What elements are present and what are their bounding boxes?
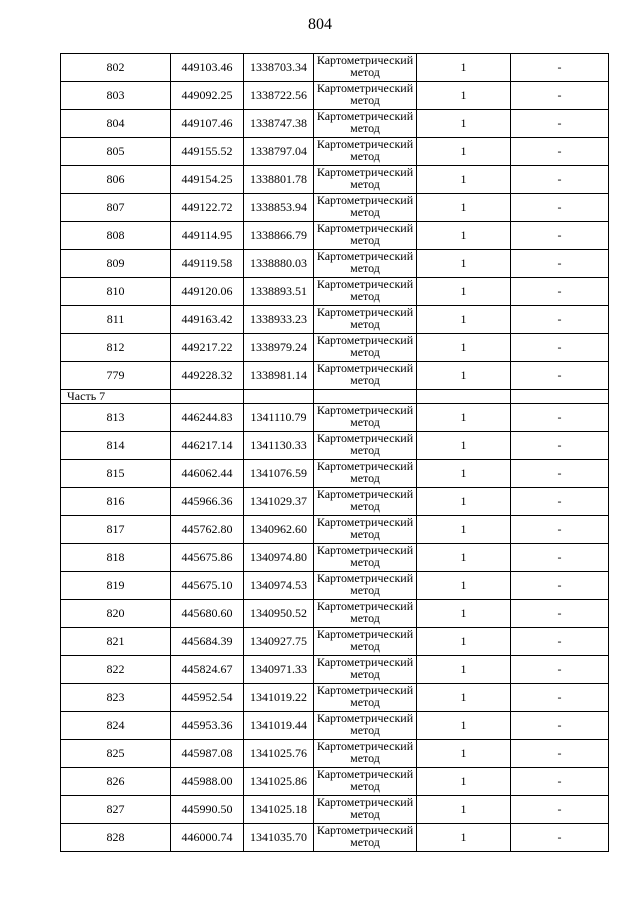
- method-text-line-1: Картометрический: [316, 193, 414, 207]
- note-cell: -: [511, 824, 609, 852]
- point-number-cell: 810: [61, 278, 171, 306]
- method-text-line-2: метод: [350, 666, 380, 681]
- accuracy-cell: 1: [417, 796, 511, 824]
- point-number-cell: 818: [61, 544, 171, 572]
- accuracy-cell: 1: [417, 166, 511, 194]
- accuracy-cell: 1: [417, 516, 511, 544]
- note-cell: -: [511, 488, 609, 516]
- method-text-line-2: метод: [350, 204, 380, 219]
- accuracy-cell: 1: [417, 656, 511, 684]
- point-number-cell: 821: [61, 628, 171, 656]
- accuracy-cell: 1: [417, 250, 511, 278]
- x-coordinate-cell: 449092.25: [171, 82, 244, 110]
- method-cell: [314, 82, 417, 110]
- x-coordinate-cell: 445988.00: [171, 768, 244, 796]
- accuracy-cell: 1: [417, 334, 511, 362]
- point-number-cell: 823: [61, 684, 171, 712]
- x-coordinate-cell: 445675.86: [171, 544, 244, 572]
- method-text-line-2: метод: [350, 120, 380, 135]
- empty-cell: [511, 390, 609, 404]
- method-cell: [314, 222, 417, 250]
- method-cell: [314, 250, 417, 278]
- accuracy-cell: 1: [417, 222, 511, 250]
- y-coordinate-cell: 1341019.22: [244, 684, 314, 712]
- x-coordinate-cell: 449114.95: [171, 222, 244, 250]
- y-coordinate-cell: 1340974.80: [244, 544, 314, 572]
- x-coordinate-cell: 449103.46: [171, 54, 244, 82]
- table-row: [61, 824, 609, 852]
- method-cell: [314, 600, 417, 628]
- y-coordinate-cell: 1338853.94: [244, 194, 314, 222]
- y-coordinate-cell: 1338880.03: [244, 250, 314, 278]
- coordinates-table: [60, 53, 609, 852]
- table-row: [61, 138, 609, 166]
- note-cell: -: [511, 404, 609, 432]
- y-coordinate-cell: 1338722.56: [244, 82, 314, 110]
- point-number-cell: 814: [61, 432, 171, 460]
- empty-cell: [244, 390, 314, 404]
- point-number-cell: 825: [61, 740, 171, 768]
- table-row: [61, 222, 609, 250]
- method-text-line-1: Картометрический: [316, 739, 414, 753]
- method-text-line-1: Картометрический: [316, 515, 414, 529]
- method-text-line-1: Картометрический: [316, 361, 414, 375]
- accuracy-cell: 1: [417, 768, 511, 796]
- table-row: [61, 460, 609, 488]
- method-cell: [314, 194, 417, 222]
- y-coordinate-cell: 1340927.75: [244, 628, 314, 656]
- note-cell: -: [511, 362, 609, 390]
- y-coordinate-cell: 1338866.79: [244, 222, 314, 250]
- note-cell: -: [511, 600, 609, 628]
- accuracy-cell: 1: [417, 740, 511, 768]
- point-number-cell: 826: [61, 768, 171, 796]
- y-coordinate-cell: 1341025.18: [244, 796, 314, 824]
- y-coordinate-cell: 1338933.23: [244, 306, 314, 334]
- point-number-cell: 819: [61, 572, 171, 600]
- accuracy-cell: 1: [417, 432, 511, 460]
- method-text-line-1: Картометрический: [316, 333, 414, 347]
- method-text-line-2: метод: [350, 778, 380, 793]
- point-number-cell: 804: [61, 110, 171, 138]
- method-text-line-2: метод: [350, 722, 380, 737]
- point-number-cell: 820: [61, 600, 171, 628]
- y-coordinate-cell: 1341130.33: [244, 432, 314, 460]
- method-text-line-2: метод: [350, 442, 380, 457]
- method-cell: [314, 460, 417, 488]
- table-row: [61, 572, 609, 600]
- table-row: [61, 684, 609, 712]
- y-coordinate-cell: 1341035.70: [244, 824, 314, 852]
- accuracy-cell: 1: [417, 544, 511, 572]
- method-text-line-1: Картометрический: [316, 165, 414, 179]
- point-number-cell: 808: [61, 222, 171, 250]
- x-coordinate-cell: 445952.54: [171, 684, 244, 712]
- accuracy-cell: 1: [417, 488, 511, 516]
- empty-cell: [171, 390, 244, 404]
- method-text-line-1: Картометрический: [316, 221, 414, 235]
- accuracy-cell: 1: [417, 600, 511, 628]
- point-number-cell: 779: [61, 362, 171, 390]
- y-coordinate-cell: 1340950.52: [244, 600, 314, 628]
- coordinates-table-part-1: [61, 54, 609, 390]
- note-cell: -: [511, 306, 609, 334]
- method-text-line-1: Картометрический: [316, 711, 414, 725]
- accuracy-cell: 1: [417, 404, 511, 432]
- x-coordinate-cell: 449155.52: [171, 138, 244, 166]
- note-cell: -: [511, 278, 609, 306]
- method-text-line-2: метод: [350, 610, 380, 625]
- method-cell: [314, 740, 417, 768]
- method-text-line-2: метод: [350, 470, 380, 485]
- method-text-line-2: метод: [350, 232, 380, 247]
- x-coordinate-cell: 446000.74: [171, 824, 244, 852]
- method-text-line-1: Картометрический: [316, 249, 414, 263]
- x-coordinate-cell: 445762.80: [171, 516, 244, 544]
- accuracy-cell: 1: [417, 712, 511, 740]
- empty-cell: [314, 390, 417, 404]
- empty-cell: [417, 390, 511, 404]
- method-cell: [314, 306, 417, 334]
- y-coordinate-cell: 1340971.33: [244, 656, 314, 684]
- note-cell: -: [511, 656, 609, 684]
- method-text-line-2: метод: [350, 582, 380, 597]
- method-text-line-1: Картометрический: [316, 277, 414, 291]
- method-cell: [314, 166, 417, 194]
- method-cell: [314, 544, 417, 572]
- method-text-line-2: метод: [350, 260, 380, 275]
- point-number-cell: 828: [61, 824, 171, 852]
- table-row: [61, 432, 609, 460]
- point-number-cell: 802: [61, 54, 171, 82]
- note-cell: -: [511, 544, 609, 572]
- point-number-cell: 815: [61, 460, 171, 488]
- method-cell: [314, 768, 417, 796]
- x-coordinate-cell: 449122.72: [171, 194, 244, 222]
- table-row: [61, 628, 609, 656]
- table-row: [61, 82, 609, 110]
- table-row: [61, 334, 609, 362]
- x-coordinate-cell: 449120.06: [171, 278, 244, 306]
- table-row: [61, 600, 609, 628]
- accuracy-cell: 1: [417, 628, 511, 656]
- table-row: [61, 362, 609, 390]
- y-coordinate-cell: 1341025.86: [244, 768, 314, 796]
- note-cell: -: [511, 796, 609, 824]
- note-cell: -: [511, 768, 609, 796]
- method-cell: [314, 824, 417, 852]
- y-coordinate-cell: 1341076.59: [244, 460, 314, 488]
- point-number-cell: 807: [61, 194, 171, 222]
- accuracy-cell: 1: [417, 306, 511, 334]
- y-coordinate-cell: 1340974.53: [244, 572, 314, 600]
- accuracy-cell: 1: [417, 194, 511, 222]
- method-text-line-1: Картометрический: [316, 543, 414, 557]
- x-coordinate-cell: 445680.60: [171, 600, 244, 628]
- note-cell: -: [511, 334, 609, 362]
- method-cell: [314, 278, 417, 306]
- accuracy-cell: 1: [417, 824, 511, 852]
- note-cell: -: [511, 572, 609, 600]
- note-cell: -: [511, 54, 609, 82]
- table-row: [61, 278, 609, 306]
- x-coordinate-cell: 445990.50: [171, 796, 244, 824]
- method-cell: [314, 516, 417, 544]
- method-cell: [314, 628, 417, 656]
- x-coordinate-cell: 446217.14: [171, 432, 244, 460]
- method-text-line-2: метод: [350, 316, 380, 331]
- method-cell: [314, 684, 417, 712]
- note-cell: -: [511, 516, 609, 544]
- accuracy-cell: 1: [417, 362, 511, 390]
- y-coordinate-cell: 1338703.34: [244, 54, 314, 82]
- table-row: [61, 250, 609, 278]
- method-text-line-2: метод: [350, 414, 380, 429]
- method-text-line-1: Картометрический: [316, 795, 414, 809]
- table-row: [61, 404, 609, 432]
- method-cell: [314, 110, 417, 138]
- method-text-line-2: метод: [350, 638, 380, 653]
- point-number-cell: 824: [61, 712, 171, 740]
- method-cell: [314, 796, 417, 824]
- x-coordinate-cell: 449217.22: [171, 334, 244, 362]
- table-row: [61, 54, 609, 82]
- section-label: Часть 7: [61, 390, 171, 404]
- page-number: 804: [308, 16, 332, 33]
- point-number-cell: 816: [61, 488, 171, 516]
- method-text-line-1: Картометрический: [316, 431, 414, 445]
- method-text-line-1: Картометрический: [316, 823, 414, 837]
- x-coordinate-cell: 449154.25: [171, 166, 244, 194]
- x-coordinate-cell: 445824.67: [171, 656, 244, 684]
- point-number-cell: 817: [61, 516, 171, 544]
- point-number-cell: 811: [61, 306, 171, 334]
- method-cell: [314, 54, 417, 82]
- accuracy-cell: 1: [417, 460, 511, 488]
- y-coordinate-cell: 1338747.38: [244, 110, 314, 138]
- x-coordinate-cell: 449107.46: [171, 110, 244, 138]
- method-text-line-1: Картометрический: [316, 109, 414, 123]
- method-text-line-2: метод: [350, 176, 380, 191]
- section-row: [61, 390, 609, 404]
- note-cell: -: [511, 110, 609, 138]
- method-cell: [314, 656, 417, 684]
- method-cell: [314, 432, 417, 460]
- method-cell: [314, 138, 417, 166]
- x-coordinate-cell: 445675.10: [171, 572, 244, 600]
- method-cell: [314, 488, 417, 516]
- method-text-line-1: Картометрический: [316, 627, 414, 641]
- method-text-line-1: Картометрический: [316, 767, 414, 781]
- table-row: [61, 194, 609, 222]
- table-row: [61, 516, 609, 544]
- method-text-line-1: Картометрический: [316, 655, 414, 669]
- method-text-line-2: метод: [350, 750, 380, 765]
- x-coordinate-cell: 446244.83: [171, 404, 244, 432]
- y-coordinate-cell: 1341019.44: [244, 712, 314, 740]
- method-cell: [314, 334, 417, 362]
- x-coordinate-cell: 445987.08: [171, 740, 244, 768]
- method-text-line-2: метод: [350, 148, 380, 163]
- y-coordinate-cell: 1341029.37: [244, 488, 314, 516]
- y-coordinate-cell: 1340962.60: [244, 516, 314, 544]
- x-coordinate-cell: 449228.32: [171, 362, 244, 390]
- method-text-line-1: Картометрический: [316, 571, 414, 585]
- method-text-line-1: Картометрический: [316, 137, 414, 151]
- method-text-line-2: метод: [350, 694, 380, 709]
- method-text-line-1: Картометрический: [316, 459, 414, 473]
- method-cell: [314, 362, 417, 390]
- note-cell: -: [511, 138, 609, 166]
- method-cell: [314, 572, 417, 600]
- table-row: [61, 306, 609, 334]
- x-coordinate-cell: 446062.44: [171, 460, 244, 488]
- accuracy-cell: 1: [417, 138, 511, 166]
- method-text-line-2: метод: [350, 372, 380, 387]
- method-text-line-2: метод: [350, 64, 380, 79]
- table-row: [61, 166, 609, 194]
- method-text-line-2: метод: [350, 834, 380, 849]
- y-coordinate-cell: 1338893.51: [244, 278, 314, 306]
- y-coordinate-cell: 1338981.14: [244, 362, 314, 390]
- method-text-line-1: Картометрический: [316, 683, 414, 697]
- method-text-line-2: метод: [350, 498, 380, 513]
- point-number-cell: 827: [61, 796, 171, 824]
- accuracy-cell: 1: [417, 54, 511, 82]
- method-text-line-2: метод: [350, 288, 380, 303]
- note-cell: -: [511, 712, 609, 740]
- accuracy-cell: 1: [417, 684, 511, 712]
- note-cell: -: [511, 432, 609, 460]
- point-number-cell: 822: [61, 656, 171, 684]
- y-coordinate-cell: 1341110.79: [244, 404, 314, 432]
- point-number-cell: 812: [61, 334, 171, 362]
- section-row-group: [61, 390, 609, 404]
- y-coordinate-cell: 1338979.24: [244, 334, 314, 362]
- y-coordinate-cell: 1341025.76: [244, 740, 314, 768]
- method-text-line-1: Картометрический: [316, 599, 414, 613]
- method-text-line-1: Картометрический: [316, 81, 414, 95]
- table-row: [61, 544, 609, 572]
- y-coordinate-cell: 1338797.04: [244, 138, 314, 166]
- table-row: [61, 740, 609, 768]
- method-text-line-1: Картометрический: [316, 487, 414, 501]
- note-cell: -: [511, 222, 609, 250]
- note-cell: -: [511, 82, 609, 110]
- method-text-line-2: метод: [350, 526, 380, 541]
- x-coordinate-cell: 445953.36: [171, 712, 244, 740]
- y-coordinate-cell: 1338801.78: [244, 166, 314, 194]
- x-coordinate-cell: 445684.39: [171, 628, 244, 656]
- table-row: [61, 768, 609, 796]
- table-row: [61, 656, 609, 684]
- method-cell: [314, 712, 417, 740]
- point-number-cell: 806: [61, 166, 171, 194]
- point-number-cell: 813: [61, 404, 171, 432]
- x-coordinate-cell: 445966.36: [171, 488, 244, 516]
- note-cell: -: [511, 166, 609, 194]
- method-text-line-2: метод: [350, 554, 380, 569]
- method-cell: [314, 404, 417, 432]
- table-row: [61, 488, 609, 516]
- point-number-cell: 803: [61, 82, 171, 110]
- method-text-line-2: метод: [350, 806, 380, 821]
- x-coordinate-cell: 449163.42: [171, 306, 244, 334]
- point-number-cell: 809: [61, 250, 171, 278]
- x-coordinate-cell: 449119.58: [171, 250, 244, 278]
- method-text-line-2: метод: [350, 92, 380, 107]
- point-number-cell: 805: [61, 138, 171, 166]
- note-cell: -: [511, 250, 609, 278]
- note-cell: -: [511, 628, 609, 656]
- method-text-line-2: метод: [350, 344, 380, 359]
- table-row: [61, 712, 609, 740]
- accuracy-cell: 1: [417, 572, 511, 600]
- accuracy-cell: 1: [417, 110, 511, 138]
- note-cell: -: [511, 740, 609, 768]
- note-cell: -: [511, 194, 609, 222]
- accuracy-cell: 1: [417, 82, 511, 110]
- table-row: [61, 110, 609, 138]
- method-text-line-1: Картометрический: [316, 403, 414, 417]
- method-text-line-1: Картометрический: [316, 53, 414, 67]
- accuracy-cell: 1: [417, 278, 511, 306]
- note-cell: -: [511, 684, 609, 712]
- coordinates-table-part-7: [61, 404, 609, 852]
- table-row: [61, 796, 609, 824]
- method-text-line-1: Картометрический: [316, 305, 414, 319]
- note-cell: -: [511, 460, 609, 488]
